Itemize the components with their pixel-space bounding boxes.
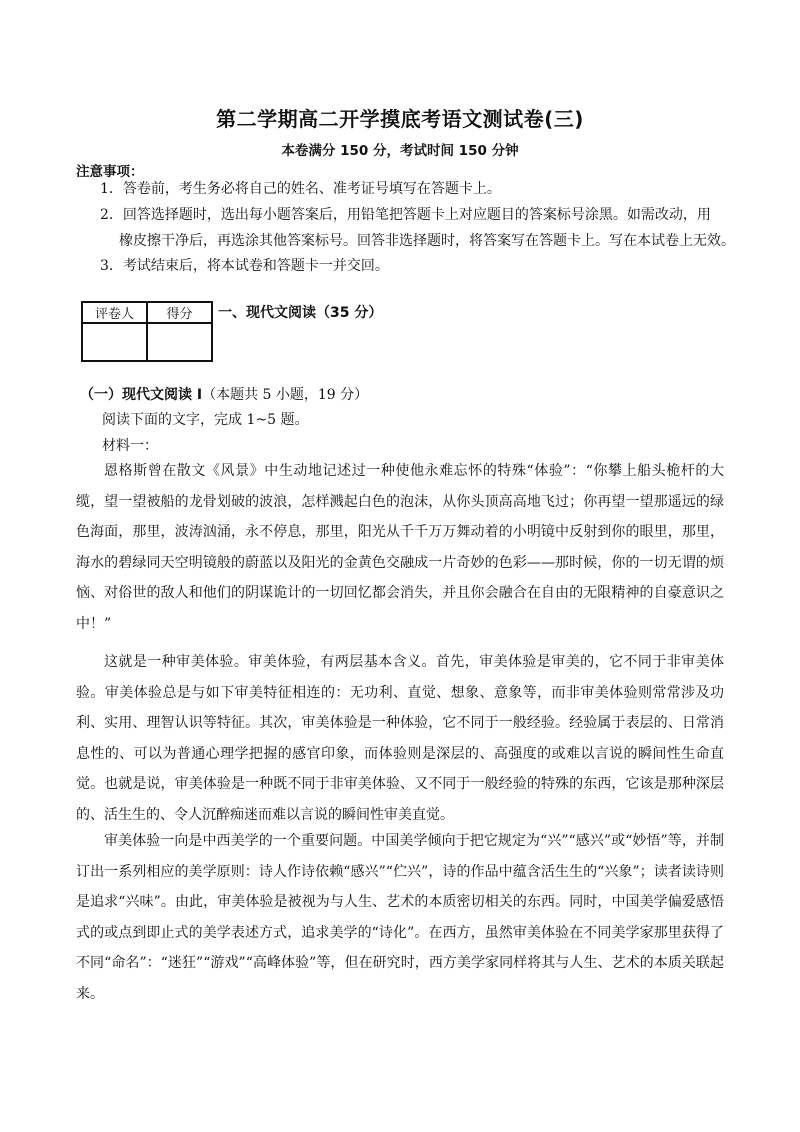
paragraph-2: 这就是一种审美体验。审美体验，有两层基本含义。首先，审美体验是审美的，它不同于非审美体验。审美体验总是与如下审美特征相连的：无功利、直觉、想象、意象等，而非审美体验则常常涉及功利、实用、理智认识等特征。其次，审美体验是一种体验，它不同于一般经验。经验属于表层的、日常消息性的、可以为普通心理学把握的感官印象，而体验则是深层的、高强度的或难以言说的瞬间性生命直觉。也就是说，审美体验是一种既不同于非审美体验、又不同于一般经验的特殊的东西，它该是那种深层的、活生生的、令人沉醉痴迷而难以言说的瞬间性审美直觉。 (76, 654, 724, 823)
material-label: 材料一： (102, 438, 158, 454)
page-title: 第二学期高二开学摸底考语文测试卷(三) (216, 107, 584, 131)
notice-item-text-continued: 橡皮擦干净后，再选涂其他答案标号。回答非选择题时，将答案写在答题卡上。写在本试卷上无效。 (119, 233, 735, 249)
page-subtitle: 本卷满分 150 分，考试时间 150 分钟 (281, 143, 519, 159)
notice-item-text: 1．答卷前，考生务必将自己的姓名、准考证号填写在答题卡上。 (100, 181, 501, 197)
score-table-score-cell (147, 323, 212, 361)
subsection-heading-bold: （一）现代文阅读 I (80, 387, 203, 403)
paragraph-1: 恩格斯曾在散文《风景》中生动地记述过一种使他永难忘怀的特殊“体验”：“你攀上船头桅杆的大缆，望一望被船的龙骨划破的波浪，怎样溅起白色的泡沫，从你头顶高高地飞过；你再望一望那遥远的绿色海面，那里，波涛汹涌，永不停息，那里，阳光从千千万万舞动着的小明镜中反射到你的眼里，那里，海水的碧绿同天空明镜般的蔚蓝以及阳光的金黄色交融成一片奇妙的色彩——那时候，你的一切无谓的烦恼、对俗世的敌人和他们的阴谋诡计的一切回忆都会消失，并且你会融合在自由的无限精神的自豪意识之中！” (76, 463, 724, 632)
score-table (81, 301, 213, 362)
notice-item-text: 2．回答选择题时，选出每小题答案后，用铅笔把答题卡上对应题目的答案标号涂黑。如需改动，用 (100, 207, 711, 223)
notice-heading: 注意事项： (76, 164, 144, 180)
notice-item-text: 3．考试结束后，将本试卷和答题卡一并交回。 (100, 258, 389, 274)
score-table-score-header: 得分 (147, 302, 212, 323)
reading-instruction: 阅读下面的文字，完成 1~5 题。 (102, 412, 309, 428)
paragraph-3: 审美体验一向是中西美学的一个重要问题。中国美学倾向于把它规定为“兴”“感兴”或“妙悟”等，并制订出一系列相应的美学原则：诗人作诗依赖“感兴”“伫兴”，诗的作品中蕴含活生生的“兴象”；读者读诗则是追求“兴味”。由此，审美体验是被视为与人生、艺术的本质密切相关的东西。同时，中国美学偏爱感悟式的或点到即止式的美学表述方式，追求美学的“诗化”。在西方，虽然审美体验在不同美学家那里获得了不同“命名”：“迷狂”“游戏”“高峰体验”等，但在研究时，西方美学家同样将其与人生、艺术的本质关联起来。 (76, 833, 724, 1002)
subsection-heading-detail: （本题共 5 小题，19 分） (202, 387, 369, 403)
section-title: 一、现代文阅读（35 分） (218, 305, 383, 321)
score-table-grader-cell (82, 323, 147, 361)
notice-item-2 (100, 202, 740, 254)
notice-item-3 (100, 253, 740, 279)
score-table-grader-header: 评卷人 (82, 302, 147, 323)
notice-item-1 (100, 176, 740, 202)
subsection-heading (80, 384, 368, 404)
